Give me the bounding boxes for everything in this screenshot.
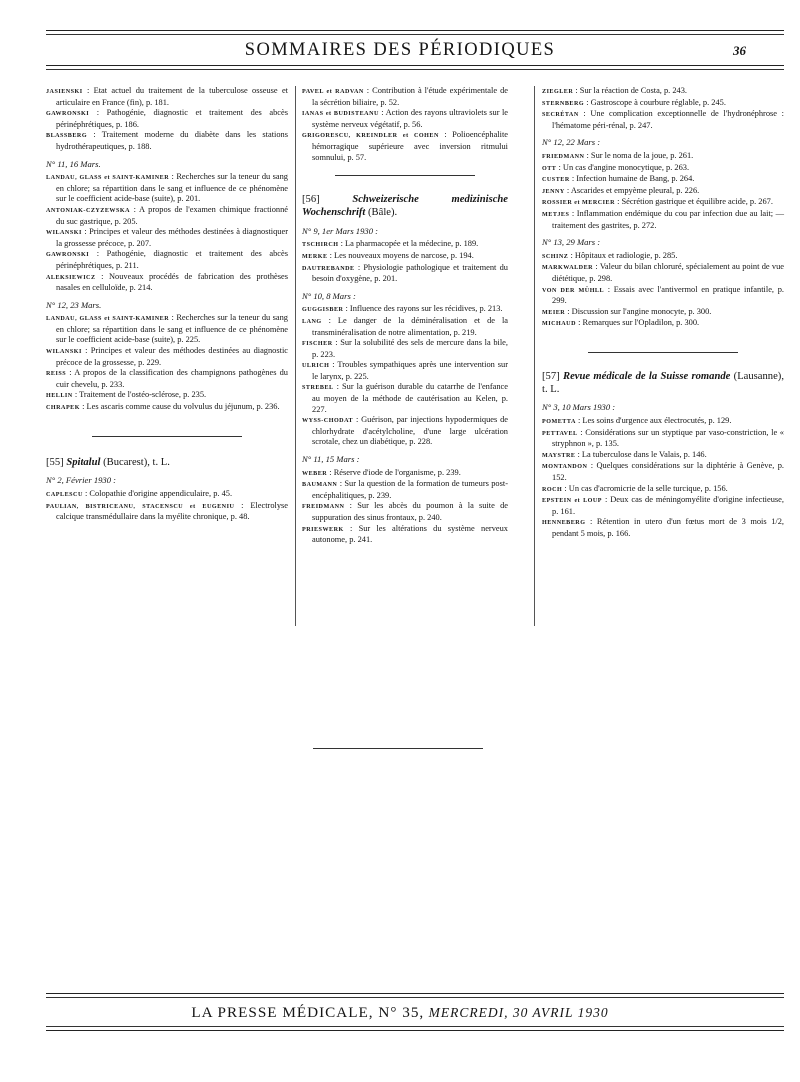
entry-text: : Considérations sur un styptique par vaso-constriction, le « stryphnon », p. 135. bbox=[552, 427, 784, 449]
page-number: 36 bbox=[733, 43, 746, 58]
entry-text: : Un cas d'acromicrie de la selle turcique, p. 156. bbox=[562, 483, 728, 493]
entry-text: : Pathogénie, diagnostic et traitement des abcès périnéphrétiques, p. 186. bbox=[56, 108, 288, 129]
entry-text: : La pharmacopée et la médecine, p. 189. bbox=[338, 239, 479, 249]
entry bbox=[542, 174, 784, 186]
entry-text: : Ascarides et empyème pleural, p. 226. bbox=[564, 185, 700, 195]
header-top-rule-thin bbox=[46, 34, 784, 35]
entry bbox=[46, 313, 288, 346]
issue-heading: N° 9, 1er Mars 1930 : bbox=[302, 225, 379, 236]
entry-text: : Gastroscope à courbure réglable, p. 245. bbox=[584, 97, 726, 107]
entry-text: : Quelques considérations sur la diphtérie à Genève, p. 152. bbox=[552, 461, 784, 483]
entry bbox=[542, 163, 784, 175]
entry bbox=[302, 239, 508, 251]
entry-author: CUSTER bbox=[542, 177, 570, 184]
entry-text: : La tuberculose dans le Valais, p. 146. bbox=[575, 449, 707, 459]
footer-date: MERCREDI, 30 AVRIL 1930 bbox=[424, 1005, 609, 1020]
entry-author: JASIENSKI bbox=[46, 89, 83, 95]
entry bbox=[46, 489, 288, 501]
journal-place: (Lausanne), t. L. bbox=[542, 370, 784, 395]
footer-journal: LA PRESSE MÉDICALE, N° 35, bbox=[191, 1004, 425, 1021]
entry-author: BAUMANN bbox=[302, 482, 338, 489]
entry-author: ANTONIAK-CZYZEWSKA bbox=[46, 207, 131, 214]
entry-author: WILANSKI bbox=[46, 230, 82, 237]
entry-text: : Hôpitaux et radiologie, p. 285. bbox=[568, 250, 678, 260]
entry-text: : Etat actuel du traitement de la tuberculose osseuse et articulaire en France (fin), p. 181. bbox=[56, 86, 288, 107]
entry-author: CAPLESCU bbox=[46, 492, 83, 499]
journal-heading bbox=[46, 457, 288, 470]
entry-text: : Guérison, par injections hypodermiques de chlorhydrate d'acétylcholine, d'une large ulcération scrotale, chez un diabétique, p. 228. bbox=[312, 415, 508, 447]
journal-name: Spitalul bbox=[66, 456, 101, 468]
entry-text: : Principes et valeur des méthodes destinées à diagnostiquer la grossesse précoce, p. 207. bbox=[56, 227, 288, 248]
entry-author: WEBER bbox=[302, 470, 328, 477]
entry bbox=[542, 461, 784, 483]
entry-text: : Sur la réaction de Costa, p. 243. bbox=[573, 86, 688, 95]
entry-author: JENNY bbox=[542, 188, 565, 195]
entry bbox=[46, 86, 288, 108]
entry-author: POMETTA bbox=[542, 419, 576, 426]
entry-text: : Sur les abcès du poumon à la suite de suppuration des sinus frontaux, p. 240. bbox=[312, 501, 508, 522]
entry-author: MICHAUD bbox=[542, 321, 576, 328]
entry bbox=[46, 130, 288, 152]
header-bottom-rule bbox=[46, 65, 784, 66]
entry bbox=[302, 108, 508, 130]
entry-text: : Valeur du bilan chloruré, spécialement au point de vue diététique, p. 298. bbox=[552, 262, 784, 283]
entry-author: ULRICH bbox=[302, 363, 330, 370]
entry-text: : Réserve d'iode de l'organisme, p. 239. bbox=[327, 467, 461, 477]
journal-place: (Bucarest), t. L. bbox=[100, 456, 170, 468]
entry-text: : Nouveaux procédés de fabrication des prothèses nasales en celluloïde, p. 214. bbox=[56, 271, 288, 293]
entry-author: MEIER bbox=[542, 309, 566, 316]
entry bbox=[542, 251, 784, 263]
entry-text: : A propos de l'examen chimique fractionné du suc gastrique, p. 205. bbox=[56, 204, 288, 226]
column-2 bbox=[302, 86, 508, 546]
entry-author: LANDAU, GLASS et SAINT-KAMINER bbox=[46, 316, 170, 323]
entry bbox=[542, 428, 784, 450]
journal-number: [56] bbox=[302, 194, 320, 206]
entry-author: FRIEDMANN bbox=[542, 153, 585, 160]
entry-text: : Sécrétion gastrique et équilibre acide, p. 267. bbox=[615, 197, 773, 207]
entry-group bbox=[46, 86, 288, 153]
entry bbox=[302, 479, 508, 501]
entry-text: : Les nouveaux moyens de narcose, p. 194. bbox=[327, 250, 474, 260]
entry bbox=[302, 251, 508, 263]
entry-text: : Action des rayons ultraviolets sur le système nerveux végétatif, p. 56. bbox=[312, 108, 508, 129]
entry-author: WILANSKI bbox=[46, 349, 82, 356]
entry-author: TSCHIRCH bbox=[302, 242, 339, 249]
entry-author: SECRÉTAN bbox=[542, 112, 579, 119]
entry bbox=[302, 468, 508, 480]
entry-author: GAWRONSKI bbox=[46, 111, 90, 118]
entry-text: : Le danger de la déminéralisation et de la transminéralisation de notre alimentation, p. 219. bbox=[312, 315, 508, 337]
footer-bottom-rule-thin bbox=[46, 1026, 784, 1027]
entry bbox=[46, 501, 288, 523]
footer-line bbox=[0, 1004, 800, 1022]
journal-number: [57] bbox=[542, 370, 560, 382]
entry-text: : Infection humaine de Bang, p. 264. bbox=[569, 174, 695, 184]
issue-heading: N° 11, 16 Mars. bbox=[46, 158, 101, 169]
column-3 bbox=[542, 86, 784, 540]
section-divider bbox=[92, 436, 242, 437]
page-title: SOMMAIRES DES PÉRIODIQUES bbox=[244, 40, 556, 60]
entry bbox=[542, 285, 784, 307]
entry-author: GRIGORESCU, KREINDLER et COHEN bbox=[302, 133, 439, 140]
entry bbox=[46, 390, 288, 402]
entry bbox=[46, 272, 288, 294]
entry bbox=[542, 209, 784, 231]
issue-heading: N° 13, 29 Mars : bbox=[542, 237, 601, 248]
entry-text: : Sur les altérations du système nerveux autonome, p. 241. bbox=[312, 523, 508, 545]
entry bbox=[302, 130, 508, 163]
journal-name: Revue médicale de la Suisse romande bbox=[563, 370, 731, 382]
entry bbox=[542, 197, 784, 209]
entry-text: : Colopathie d'origine appendiculaire, p. 45. bbox=[82, 489, 233, 499]
entry-author: SCHINZ bbox=[542, 253, 569, 260]
issue-heading: N° 12, 23 Mars. bbox=[46, 299, 102, 310]
entry-author: VON DER MÜHLL bbox=[542, 287, 605, 294]
entry bbox=[46, 249, 288, 271]
journal-name: Schweizerische medizinische Wochenschrift bbox=[302, 194, 508, 218]
entry-text: : Inflammation endémique du cou par infection due au lait; — traitement des gastrites, p. 272. bbox=[552, 208, 784, 230]
entry-text: : Les soins d'urgence aux électrocutés, p. 129. bbox=[575, 416, 732, 426]
entry bbox=[542, 318, 784, 330]
entry-author: REISS bbox=[46, 371, 67, 378]
entry bbox=[46, 227, 288, 249]
entry-author: PETTAVEL bbox=[542, 430, 578, 437]
entry-author: HELLIN bbox=[46, 393, 73, 400]
entry-author: MARKWALDER bbox=[542, 265, 594, 272]
entry bbox=[542, 416, 784, 428]
journal-place: (Bâle). bbox=[365, 206, 398, 218]
entry bbox=[542, 307, 784, 319]
entry bbox=[302, 263, 508, 285]
entry bbox=[542, 186, 784, 198]
entry bbox=[302, 360, 508, 382]
entry bbox=[542, 484, 784, 496]
entry-text: : Remarques sur l'Opladilon, p. 300. bbox=[575, 318, 700, 328]
entry-text: : Sur la question de la formation de tumeurs post-encéphalitiques, p. 239. bbox=[312, 479, 508, 500]
entry bbox=[542, 151, 784, 163]
column-divider-left bbox=[295, 86, 296, 626]
entry-author: METJES bbox=[542, 211, 570, 218]
entry-text: : Influence des rayons sur les récidives, p. 213. bbox=[343, 304, 503, 314]
entry-author: LANDAU, GLASS et SAINT-KAMINER bbox=[46, 175, 170, 182]
entry-text: : Discussion sur l'angine monocyte, p. 300. bbox=[565, 306, 712, 316]
entry-text: : Recherches sur la teneur du sang en chlore; sa répartition dans le sang et influence de ce phénomène sur le coefficient acide-base (suite), p. 201. bbox=[56, 172, 288, 204]
entry-text: : Troubles sympathiques après une intervention sur le larynx, p. 225. bbox=[312, 360, 508, 381]
entry bbox=[302, 382, 508, 415]
entry-author: BLASSBERG bbox=[46, 133, 88, 140]
journal-heading bbox=[302, 194, 508, 220]
entry bbox=[302, 338, 508, 360]
entry-author: GAWRONSKI bbox=[46, 252, 90, 259]
entry-author: ROSSIER et MERCIER bbox=[542, 200, 615, 207]
footer-top-rule-thin bbox=[46, 997, 784, 998]
entry-text: : Principes et valeur des méthodes destinées au diagnostic précoce de la grossesse, p. 229. bbox=[56, 346, 288, 367]
entry-text: : Sur le noma de la joue, p. 261. bbox=[584, 150, 694, 160]
entry-author: LANG bbox=[302, 318, 322, 325]
entry-text: : Sur la guérison durable du catarrhe de l'enfance au moyen de la méthode de cautérisation au Kelen, p. 227. bbox=[312, 382, 508, 414]
end-of-section-rule bbox=[313, 748, 483, 749]
entry-author: CHRAPEK bbox=[46, 405, 80, 412]
entry bbox=[542, 495, 784, 517]
entry-author: PAULIAN, BISTRICEANU, STACENSCU et EUGENIU bbox=[46, 503, 235, 510]
entry bbox=[46, 172, 288, 205]
entry bbox=[302, 524, 508, 546]
entry bbox=[542, 109, 784, 131]
entry bbox=[46, 368, 288, 390]
entry-text: : Un cas d'angine monocytique, p. 263. bbox=[556, 162, 690, 172]
section-divider bbox=[588, 352, 738, 353]
entry-author: MERKE bbox=[302, 253, 328, 260]
entry-author: MONTANDON bbox=[542, 464, 588, 471]
entry bbox=[46, 402, 288, 414]
entry bbox=[542, 86, 784, 98]
entry bbox=[302, 86, 508, 108]
entry-author: PRIESWERK bbox=[302, 526, 344, 533]
entry-text: : Traitement de l'ostéo-sclérose, p. 235. bbox=[72, 390, 207, 400]
entry bbox=[46, 346, 288, 368]
footer-bottom-rule bbox=[46, 1030, 784, 1031]
entry bbox=[302, 304, 508, 316]
header-bottom-rule-thin bbox=[46, 69, 784, 70]
entry-author: EPSTEIN et LOUP bbox=[542, 498, 603, 505]
entry-author: HENNEBERG bbox=[542, 520, 586, 527]
entry-author: STERNBERG bbox=[542, 100, 585, 107]
entry-author: ALEKSIEWICZ bbox=[46, 274, 96, 281]
column-divider-right bbox=[534, 86, 535, 626]
entry-author: ZIEGLER bbox=[542, 89, 574, 95]
entry-author: GUGGISBER bbox=[302, 307, 344, 314]
entry bbox=[542, 98, 784, 110]
entry bbox=[542, 517, 784, 539]
entry-text: : Physiologie pathologique et traitement du besoin d'oxygène, p. 201. bbox=[312, 262, 508, 284]
issue-heading: N° 12, 22 Mars : bbox=[542, 137, 601, 148]
entry-text: : A propos de la classification des champignons pathogènes du cuir chevelu, p. 233. bbox=[56, 368, 288, 389]
entry-text: : Pathogénie, diagnostic et traitement des abcès périnéphrétiques, p. 211. bbox=[56, 249, 288, 270]
column-1 bbox=[46, 86, 288, 523]
entry-author: STREBEL bbox=[302, 385, 334, 392]
issue-heading: N° 11, 15 Mars : bbox=[302, 454, 360, 465]
section-divider bbox=[335, 175, 475, 176]
entry-author: IANAS et BUDISTEANU bbox=[302, 111, 379, 118]
entry-text: : Deux cas de méningomyélite d'origine infectieuse, p. 161. bbox=[552, 495, 784, 516]
entry-author: FREIDMANN bbox=[302, 504, 345, 511]
entry bbox=[302, 415, 508, 448]
footer-top-rule bbox=[46, 993, 784, 994]
entry-author: FISCHER bbox=[302, 341, 333, 348]
entry bbox=[542, 450, 784, 462]
entry-author: ROCH bbox=[542, 486, 563, 493]
journal-number: [55] bbox=[46, 456, 64, 468]
entry bbox=[46, 108, 288, 130]
entry bbox=[542, 262, 784, 284]
entry-text: : Rétention in utero d'un fœtus mort de 3 mois 1/2, pendant 5 mois, p. 166. bbox=[552, 517, 784, 538]
entry-text: : Traitement moderne du diabète dans les stations hydrothérapeutiques, p. 188. bbox=[56, 130, 288, 151]
entry-text: : Contribution à l'étude expérimentale de la sécrétion biliaire, p. 52. bbox=[312, 86, 508, 107]
issue-heading: N° 10, 8 Mars : bbox=[302, 290, 356, 301]
entry-author: DAUTREBANDE bbox=[302, 265, 355, 272]
entry-text: : Recherches sur la teneur du sang en chlore; sa répartition dans le sang et influence de ce phénomène sur le coefficient acide-base (suite), p. 225. bbox=[56, 313, 288, 345]
entry-text: : Une complication exceptionnelle de l'hydronéphrose : l'hématome péri-rénal, p. 247. bbox=[552, 109, 784, 130]
entry-text: : Electrolyse calcique transmédullaire dans la myélite chronique, p. 48. bbox=[56, 500, 288, 522]
entry bbox=[302, 316, 508, 338]
entry-text: : Les ascaris comme cause du volvulus du jéjunum, p. 236. bbox=[79, 402, 280, 412]
entry-text: : Essais avec l'antivermol en pratique infantile, p. 299. bbox=[552, 284, 784, 306]
entry bbox=[46, 205, 288, 227]
issue-heading: N° 2, Février 1930 : bbox=[46, 475, 117, 486]
entry-author: PAVEL et RADVAN bbox=[302, 89, 364, 95]
entry-text: : Polioencéphalite hémorragique supérieure avec inversion ritmului somnului, p. 57. bbox=[312, 130, 508, 162]
header-top-rule bbox=[46, 30, 784, 31]
journal-heading bbox=[542, 371, 784, 397]
issue-heading: N° 3, 10 Mars 1930 : bbox=[542, 402, 616, 413]
entry-author: MAYSTRE bbox=[542, 452, 576, 459]
entry-author: OTT bbox=[542, 165, 557, 172]
entry-text: : Sur la solubilité des sels de mercure dans la bile, p. 223. bbox=[312, 338, 508, 359]
entry bbox=[302, 501, 508, 523]
entry-author: WYSS-CHODAT bbox=[302, 418, 354, 425]
